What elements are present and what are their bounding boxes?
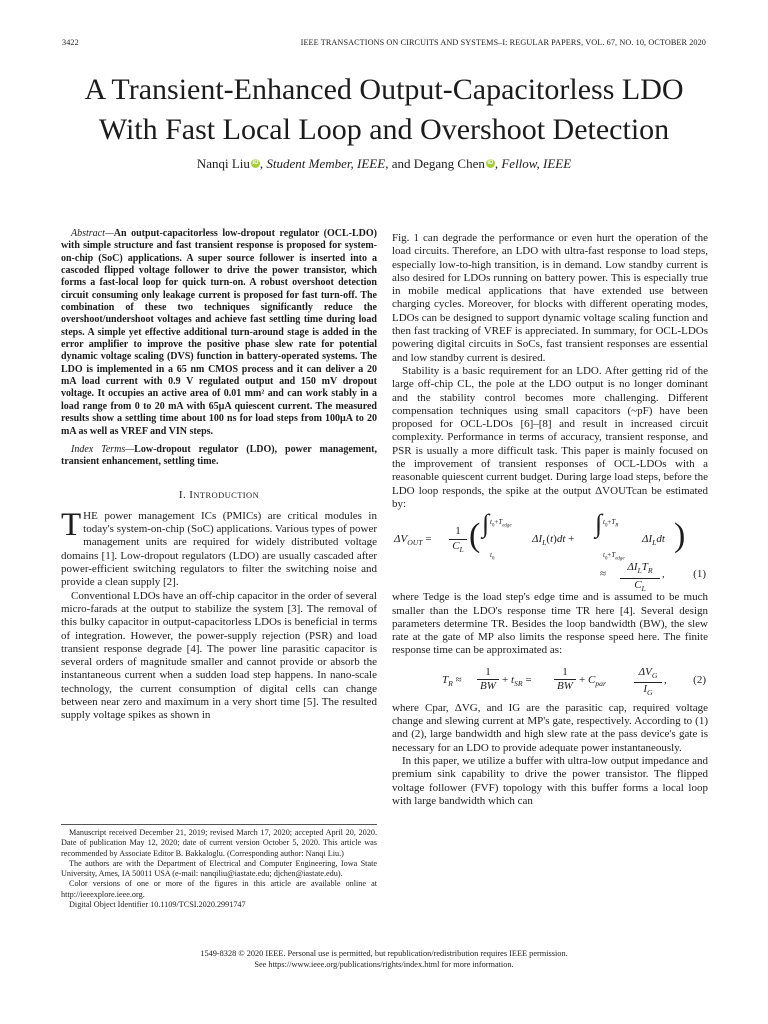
- abstract-text: An output-capacitorless low-dropout regulator (OCL-LDO) with simple structure and fast transient response is proposed for system-on-chip (SoC) applications. A super source follower is inserted into a cascoded flipped voltage follower to drive the power transistor, which forms a fast-local loop for quick turn-on. A robust overshoot detection circuit consuming only leakage current is proposed for fast turn-off. The combination of these two techniques significantly reduce the overshoot/undershoot voltages and achieve fast settling time during load steps. A simple yet effective additional turn-around stage is added in the error amplifier to improve the positive phase slew rate for potential dynamic voltage scaling (DVS) function in battery-operated systems. The LDO is implemented in a 65 nm CMOS process and it can deliver a 20 mA load current with 0.9 V regulated output and 150 mV dropout voltage. It occupies an active area of 0.01 mm² and can work stably in a load range from 0 to 20 mA with 65µA quiescent current. The measured results show a settling time about 100 ns for load steps from 100µA to 20 mA as well as VREF and VIN steps.: [61, 228, 377, 437]
- author-2-name: Degang Chen: [413, 156, 485, 171]
- right-column: [392, 232, 708, 808]
- title-line-1: A Transient-Enhanced Output-Capacitorless LDO: [84, 73, 684, 106]
- abstract-label: Abstract—: [71, 228, 114, 239]
- author-1-name: Nanqi Liu: [196, 156, 250, 171]
- title-line-2: With Fast Local Loop and Overshoot Detection: [98, 113, 670, 146]
- equation-2-number: (2): [693, 673, 706, 686]
- footnotes: [61, 824, 377, 910]
- author-2-role: Fellow, IEEE: [501, 156, 572, 171]
- body-paragraph-3: where Tedge is the load step's edge time and is assumed to be much smaller than the LDO's response time TR here [4]. Several design parameters determine TR. Besides the loop bandwidth (BW), the slew rate at the gate of MP also limits the response speed here. The finite response time can be approximated as:: [392, 591, 708, 657]
- author-list: Nanqi Liu iD , Student Member, IEEE, and Degang Chen iD , Fellow, IEEE: [196, 156, 572, 171]
- author-conjunction: , and: [385, 156, 414, 171]
- orcid-icon[interactable]: iD: [252, 160, 259, 166]
- page-number: 3422: [62, 38, 79, 47]
- section-heading: I. INTRODUCTION: [178, 488, 260, 501]
- intro-paragraph-1: THE power management ICs (PMICs) are critical modules in today's system-on-chip (SoC) applications. Various types of power management units are required for widely distributed voltage domains [1]. Low-dropout regulators (LDO) are usually cascaded after power-efficient switching regulators to filter the switching noise and provide a clean supply [2].: [61, 506, 377, 589]
- intro-paragraph-2: Conventional LDOs have an off-chip capacitor in the order of several micro-farads at the output to stabilize the system [3]. The removal of this bulky capacitor in output-capacitorless LDOs is beneficial in terms of integration. However, the power-supply rejection (PSR) and load transient response degrade [4]. The power line parasitic capacitor is several orders of magnitude smaller and cannot provide or absorb the instantaneous current when a sudden load step happens. In nano-scale technology, the current consumption of digital cells can change between near zero and maximum in a very short time [5]. The resulted supply voltage spikes as shown in: [61, 589, 377, 722]
- paper-title: [40, 70, 728, 150]
- index-terms-label: Index Terms—: [71, 443, 135, 455]
- footnote-affiliation: The authors are with the Department of Electrical and Computer Engineering, Iowa State University, Ames, IA 50011 USA (e-mail: nanqiliu@iastate.edu; djchen@iastate.edu).: [61, 858, 377, 879]
- footnote-doi: Digital Object Identifier 10.1109/TCSI.2020.2991747: [69, 900, 246, 910]
- copyright-line-2: See https://www.ieee.org/publications/rights/index.html for more information.: [254, 960, 514, 969]
- equation-2: $T_R$ ≈ $\frac{1}{BW}$ + $t_{SR}$ = $\frac{1}{BW}$ + $C_{par}$ $\Delta V_G$ $I_G$ , (2): [392, 662, 708, 700]
- footnote-manuscript: Manuscript received December 21, 2019; revised March 17, 2020; accepted April 20, 2020. Date of publication May 12, 2020; date of current version October 5, 2020. This article was recommended by Associate Editor B. Bakkaloglu. (Corresponding author: Nanqi Liu.): [61, 828, 377, 858]
- abstract: [61, 228, 377, 438]
- index-terms-text: Low-dropout regulator (LDO), power management, transient enhancement, settling time.: [61, 443, 378, 468]
- equation-1-number: (1): [693, 568, 706, 581]
- drop-cap: T: [61, 506, 82, 543]
- body-paragraph-2: Stability is a basic requirement for an LDO. After getting rid of the large off-chip CL, the pole at the LDO output is no longer dominant and the stability control becomes more challenging. Different compensation techniques using small capacitors (~pF) have been proposed for OCL-LDOs [6]–[8] and result in increased circuit complexity. Performance in terms of accuracy, transient response, and PSR is usually a more difficult task. This paper is mainly focused on the improvement of transient responses of OCL-LDOs with a reasonable quiescent current budget. During large load steps, before the LDO loop responds, the spike at the output ΔVOUTcan be estimated by:: [392, 364, 708, 510]
- journal-header: IEEE TRANSACTIONS ON CIRCUITS AND SYSTEMS–I: REGULAR PAPERS, VOL. 67, NO. 10, OCTOBER 2020: [300, 38, 706, 47]
- equation-1: $\Delta V_{OUT}$ = $\frac{1}{C_L}$ ( ∫ $t_0+T_{edge}$ $t_0$ $\Delta I_L(t)dt$ + ∫ $t_0+T_R$ $t_0+T_{edge}$ $\Delta I_Ldt$ ) ≈ $\Delta I_LT_R$ $C_L$ , (1): [392, 515, 708, 589]
- body-paragraph-1: Fig. 1 can degrade the performance or even hurt the operation of the load circuits. Therefore, an LDO with ultra-fast response to load steps, especially low-to-high transition, is in demand. Low standby current is also desired for LDOs running on battery power. This is especially true in mobile medical applications that have extended use between charging cycles. Moreover, for blocks with different operating modes, LDOs can be designed to support dynamic voltage scaling function and then fast tracking of VREF is appreciated. In summary, for OCL-LDOs powering digital circuits in SoCs, fast transient responses are essential and low standby current is desired.: [392, 232, 708, 364]
- footnote-color: Color versions of one or more of the figures in this article are available online at http://ieeexplore.ieee.org.: [61, 879, 377, 899]
- body-paragraph-5: In this paper, we utilize a buffer with ultra-low output impedance and premium sink capability to drive the power transistor. The flipped voltage follower (FVF) topology with this buffer forms a local loop with large bandwidth which can: [392, 754, 708, 807]
- copyright-notice: [0, 948, 768, 970]
- body-paragraph-4: where Cpar, ΔVG, and IG are the parasitic cap, required voltage change and slewing current at MP's gate, respectively. According to (1) and (2), large bandwidth and high slew rate at the pass device's gate is necessary for an LDO to provide adequate power instantaneously.: [392, 701, 708, 754]
- copyright-line-1: 1549-8328 © 2020 IEEE. Personal use is permitted, but republication/redistribution requires IEEE permission.: [200, 949, 568, 958]
- author-1-role: Student Member, IEEE: [266, 156, 386, 171]
- orcid-icon[interactable]: iD: [487, 160, 494, 166]
- index-terms: [61, 444, 377, 469]
- left-column: [61, 228, 377, 723]
